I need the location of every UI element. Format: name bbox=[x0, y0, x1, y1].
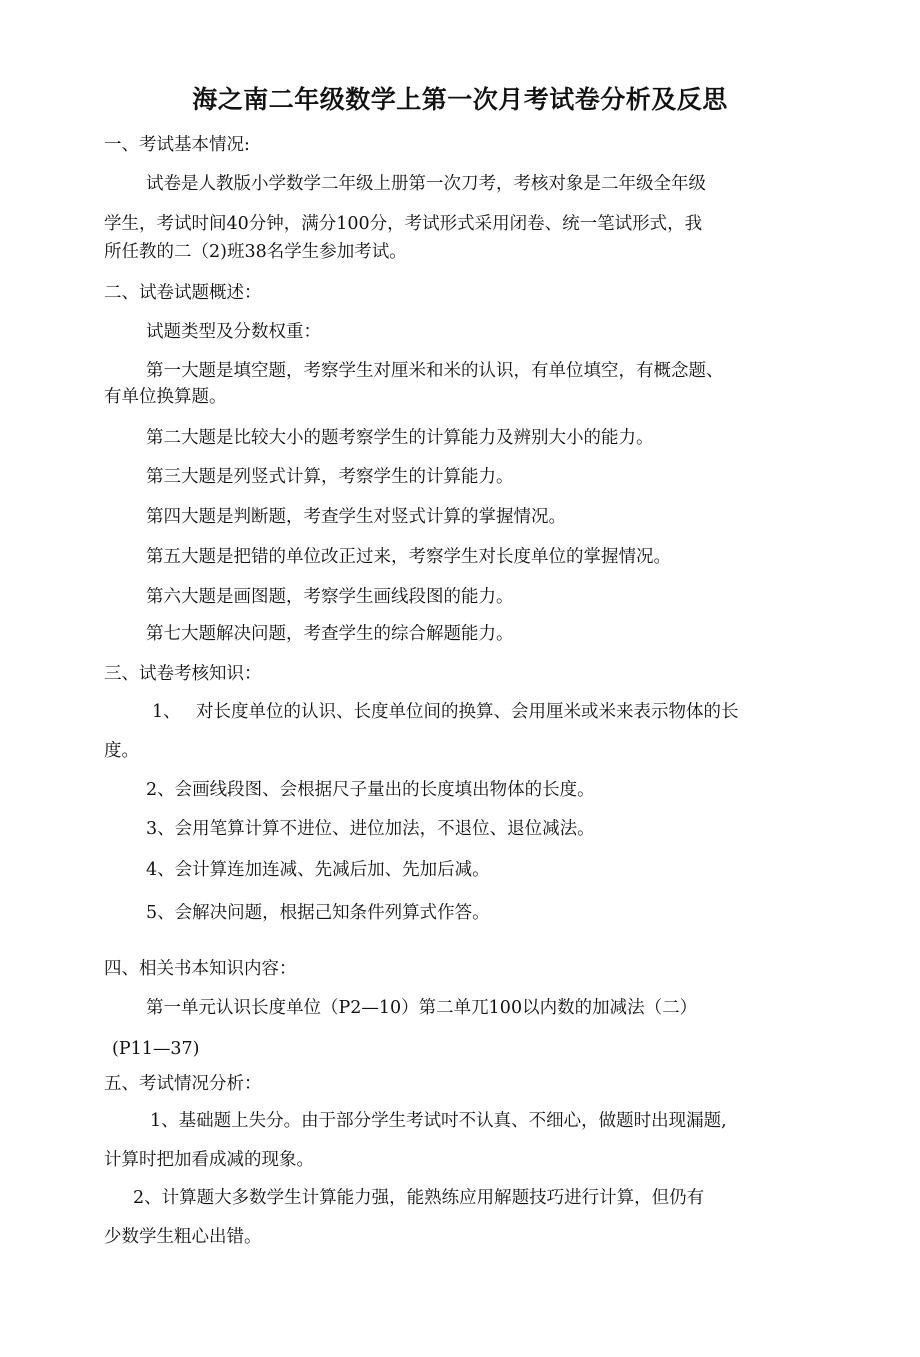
section-4-line-2: (P11—37) bbox=[112, 1039, 200, 1059]
section-2-heading: 二、试卷试题概述： bbox=[104, 283, 262, 303]
analysis-2-text-b: 少数学生粗心出错。 bbox=[104, 1227, 262, 1247]
knowledge-1-number: 1、 bbox=[152, 702, 181, 722]
analysis-1-text-a: 1、基础题上失分。由于部分学生考试吋不认真、不细心，做题时出现漏题, bbox=[150, 1111, 727, 1131]
question-7-desc: 第七大题解决问题，考查学生的综合解题能力。 bbox=[146, 624, 514, 644]
knowledge-2: 2、会画线段图、会根据尺子量出的长度填出物体的长度。 bbox=[146, 780, 595, 800]
section-1-line-3: 所任教的二（2)班38名学生参加考试。 bbox=[104, 242, 407, 262]
section-1-line-2: 学生，考试时间40分钟，满分100分，考试形式采用闭卷、统一笔试形式，我 bbox=[104, 214, 703, 234]
knowledge-4: 4、会计算连加连减、先减后加、先加后减。 bbox=[146, 860, 490, 880]
question-3-desc: 第三大题是列竖式计算，考察学生的计算能力。 bbox=[146, 467, 514, 487]
section-2-intro: 试题类型及分数权重： bbox=[146, 322, 321, 342]
analysis-2-text-a: 2、计算题大多数学生计算能力强，能熟练应用解题技巧进行计算，但仍有 bbox=[133, 1188, 705, 1208]
question-1-desc-b: 有单位换算题。 bbox=[104, 387, 227, 407]
document-title: 海之南二年级数学上第一次月考试卷分析及反思 bbox=[192, 85, 728, 114]
question-4-desc: 第四大题是判断题，考查学生对竖式计算的掌握情况。 bbox=[146, 507, 566, 527]
question-1-desc-a: 第一大题是填空题，考察学生对厘米和米的认识，有单位填空，有概念题、 bbox=[146, 361, 724, 381]
section-1-heading: 一、考试基本情况: bbox=[104, 135, 250, 155]
section-4-heading: 四、相关书本知识内容： bbox=[104, 959, 297, 979]
section-5-heading: 五、考试情况分析： bbox=[104, 1074, 262, 1094]
question-2-desc: 第二大题是比较大小的题考察学生的计算能力及辨别大小的能力。 bbox=[146, 428, 654, 448]
knowledge-1-text-b: 度。 bbox=[104, 741, 139, 761]
knowledge-5: 5、会解决问题，根据己知条件列算式作答。 bbox=[146, 903, 490, 923]
section-1-line-1: 试卷是人教版小学数学二年级上册第一次刀考，考核对象是二年级全年级 bbox=[146, 174, 706, 194]
section-4-line-1: 第一单元认识长度单位（P2—10）第二单兀100以内数的加减法（二） bbox=[146, 998, 698, 1018]
analysis-1-text-b: 计算时把加看成减的现象。 bbox=[104, 1150, 314, 1170]
question-5-desc: 第五大题是把错的单位改正过来，考察学生对长度单位的掌握情况。 bbox=[146, 547, 671, 567]
knowledge-1-text-a: 对长度单位的认识、长度单位间的换算、会用厘米或米来表示物体的长 bbox=[196, 702, 739, 722]
section-3-heading: 三、试卷考核知识： bbox=[104, 664, 262, 684]
knowledge-3: 3、会用笔算计算不进位、进位加法，不退位、退位减法。 bbox=[146, 819, 595, 839]
question-6-desc: 第六大题是画图题，考察学生画线段图的能力。 bbox=[146, 587, 514, 607]
